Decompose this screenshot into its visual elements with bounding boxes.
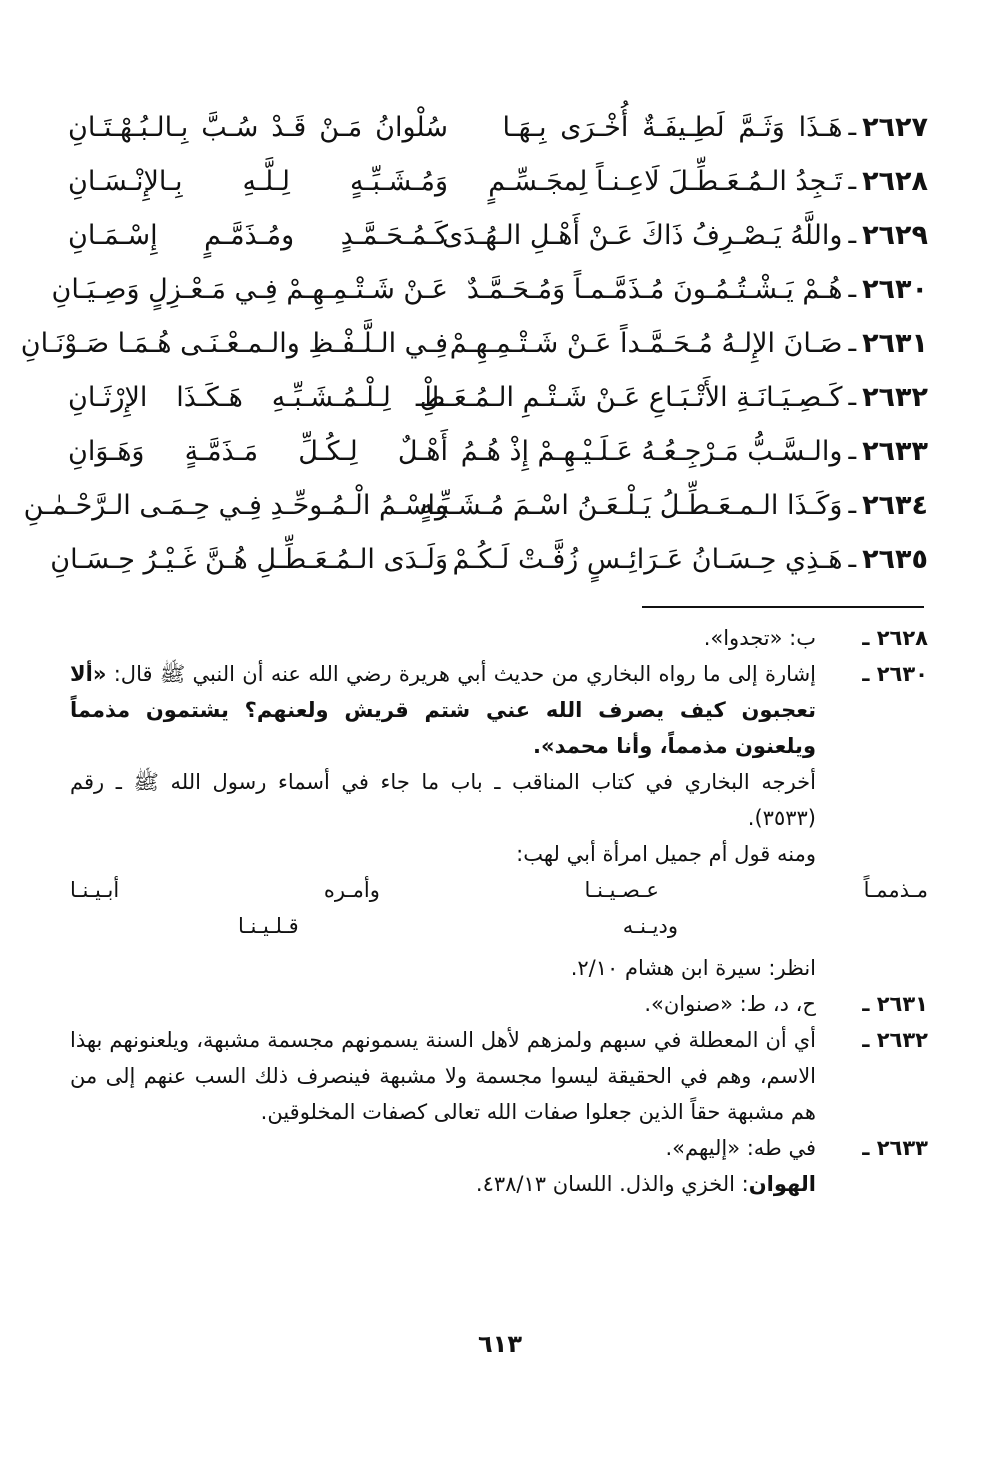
verse-number: ٢٦٣٤ (862, 489, 928, 521)
footnote-text: ب: «تجدوا». (703, 626, 816, 650)
gloss-term: الهوان (748, 1172, 816, 1196)
footnote-2633: ٢٦٣٣ ـ في طه: «إليهم». (70, 1130, 928, 1166)
poem-intro: ومنه قول أم جميل امرأة أبي لهب: (516, 842, 816, 866)
verse-first-hemistich: صَـانَ الإِلـهُ مُـحَـمَّـداً عَـنْ شَـتْـمِـهِـمْ (449, 327, 843, 359)
verse-dash: ـ (848, 328, 857, 358)
verse-first-hemistich: وَكَـذَا الـمـعَـطِّـلُ يَـلْـعَـنُ اسْـمَ مُـشَـبِّـهٍ (419, 489, 843, 521)
verse-row (68, 208, 928, 262)
verse-row (68, 100, 928, 154)
footnote-text: أي أن المعطلة في سبهم ولمزهم لأهل السنة يسمونهم مجسمة مشبهة، ويلعنونهم بهذا الاسم، وهم في الحقيقة ليسوا مجسمة ولا مشبهة فينصرف ذلك السب عنهم إلى من هم مشبهة حقاً الذين جعلوا صفات الله تعالى كصفات المخلوقين. (70, 1028, 816, 1124)
footnote-text (70, 656, 816, 764)
footnote-number: ٢٦٣٢ (876, 1028, 928, 1052)
reference: انظر: سيرة ابن هشام ٢/١٠. (570, 956, 816, 980)
verse-row (68, 154, 928, 208)
verse-first-hemistich: والـسَّـبُّ مَـرْجِـعُـهُ عَـلَـيْـهِـمْ إِذْ هُـمُ (460, 435, 843, 467)
footnote-text: ح، د، ط: «صنوان». (644, 992, 816, 1016)
footnote-2630: ٢٦٣٠ ـ إشارة إلى ما رواه البخاري من حديث أبي هريرة رضي الله عنه أن النبي ﷺ قال: «ألا تعجبون كيف يصرف الله عني شتم قريش ولعنهم؟ يشتمون مذمماً ويلعنون مذمماً، وأنا محمد». (70, 656, 928, 764)
footnote-number: ٢٦٣٣ (876, 1136, 928, 1160)
verse-second-hemistich: أَهْـلٌ لِـكُـلِّ مَـذَمَّـةٍ وَهَـوَانِ (68, 435, 448, 467)
footnote-number: ٢٦٢٨ (876, 626, 928, 650)
verse-row (68, 370, 928, 424)
footnote-number: ٢٦٣٠ (876, 662, 928, 686)
footnote-separator (642, 606, 924, 608)
footnote-2632: ٢٦٣٢ ـ أي أن المعطلة في سبهم ولمزهم لأهل السنة يسمونهم مجسمة مشبهة، ويلعنونهم بهذا الاسم، وهم في الحقيقة ليسوا مجسمة ولا مشبهة فينصرف ذلك السب عنهم إلى من هم مشبهة حقاً الذين جعلوا صفات الله تعالى كصفات المخلوقين. (70, 1022, 928, 1130)
poem-verses (20, 100, 928, 586)
verse-number: ٢٦٣٥ (862, 543, 928, 575)
verse-second-hemistich: فِـي الـلَّـفْـظِ والـمـعْـنَـى هُـمَـا صَـوْنَـانِ (20, 327, 448, 359)
verse-dash: ـ (848, 490, 857, 520)
quoted-poem-line-2: وديـنـه قـلـيـنـا (238, 914, 678, 938)
verse-dash: ـ (848, 274, 857, 304)
hadith-quote: «ألا تعجبون كيف يصرف الله عني شتم قريش ولعنهم؟ يشتمون مذمماً ويلعنون مذمماً، وأنا محمد». (70, 662, 816, 758)
verse-second-hemistich: ـلِ لِـلْـمُـشَـبِّـهِ هَـكَـذَا الإِرْثَـانِ (68, 381, 448, 413)
hadith-source: أخرجه البخاري في كتاب المناقب ـ باب ما جاء في أسماء رسول الله ﷺ ـ رقم (٣٥٣٣). (70, 770, 816, 830)
footnote-number: ٢٦٣١ (876, 992, 928, 1016)
gloss (70, 1166, 928, 1202)
verse-number: ٢٦٣٣ (862, 435, 928, 467)
verse-row (68, 424, 928, 478)
verse-row (51, 262, 928, 316)
verse-dash: ـ (848, 382, 857, 412)
footnote-text: في طه: «إليهم». (665, 1136, 816, 1160)
verse-dash: ـ (848, 166, 857, 196)
verse-row (23, 478, 928, 532)
verse-number: ٢٦٣١ (862, 327, 928, 359)
gloss-text: : الخزي والذل. اللسان ٤٣٨/١٣. (475, 1172, 749, 1196)
verse-second-hemistich: كَـمُـحَـمَّـدٍ ومُـذَمَّـمٍ إِسْـمَـانِ (68, 219, 448, 251)
verse-second-hemistich: عَـنْ شَـتْـمِـهِـمْ فِـي مَـعْـزِلٍ وَصِـيَـانِ (51, 273, 448, 305)
page-number: ٦١٣ (478, 1330, 522, 1358)
verse-row (50, 532, 928, 586)
verse-number: ٢٦٣٠ (862, 273, 928, 305)
hadith-intro: إشارة إلى ما رواه البخاري من حديث أبي هريرة رضي الله عنه أن النبي ﷺ قال: (106, 662, 816, 686)
verse-second-hemistich: وَلَـدَى الـمُـعَـطِّـلِ هُـنَّ غَـيْـرُ حِـسَـانِ (50, 543, 448, 575)
verse-number: ٢٦٢٩ (862, 219, 928, 251)
verse-number: ٢٦٣٢ (862, 381, 928, 413)
verse-dash: ـ (848, 544, 857, 574)
verse-first-hemistich: هُـمْ يَـشْـتُـمُـونَ مُـذَمَّـمـاً وَمُـحَـمَّـدٌ (466, 273, 843, 305)
verse-dash: ـ (848, 220, 857, 250)
verse-second-hemistich: واسْـمُ الْـمُـوحِّـدِ فِـي حِـمَـى الـرَّحْـمٰـنِ (23, 489, 448, 521)
footnotes (70, 620, 928, 1202)
footnote-2631: ٢٦٣١ ـ ح، د، ط: «صنوان». (70, 986, 928, 1022)
verse-number: ٢٦٢٧ (862, 111, 928, 143)
verse-row (20, 316, 928, 370)
verse-second-hemistich: وَمُـشَـبِّـهٍ لِـلَّـهِ بِـالإِنْـسَـانِ (68, 165, 448, 197)
verse-dash: ـ (848, 112, 857, 142)
verse-second-hemistich: سُلْوانُ مَـنْ قَـدْ سُـبَّ بِـالـبُـهْـتَـانِ (68, 111, 448, 143)
verse-first-hemistich: واللَّهُ يَـصْـرِفُ ذَاكَ عَـنْ أَهْـلِ الـهُـدَى (441, 219, 843, 251)
verse-first-hemistich: هَـذِي حِـسَـانُ عَـرَائِـسٍ زُفَّـتْ لَـكُـمْ (452, 543, 843, 575)
verse-first-hemistich: كَـصِـيَـانَـةِ الأَتْـبَـاعِ عَـنْ شَـتْـمِ الـمُـعَـطْـ (415, 381, 843, 413)
footnote-2628: ٢٦٢٨ ـ ب: «تجدوا». (70, 620, 928, 656)
quoted-poem-line-1: مـذممـاً عـصـيـنـا وأمـره أبـيـنـا (70, 878, 928, 902)
verse-first-hemistich: تَـجِدُ الـمُـعَـطِّـلَ لَاعِـنـاً لِمجَـسِّـمٍ (488, 165, 843, 197)
verse-number: ٢٦٢٨ (862, 165, 928, 197)
verse-first-hemistich: هَـذَا وَثَـمَّ لَطِـيفَـةٌ أُخْـرَى بِـهَـا (502, 111, 843, 143)
verse-dash: ـ (848, 436, 857, 466)
